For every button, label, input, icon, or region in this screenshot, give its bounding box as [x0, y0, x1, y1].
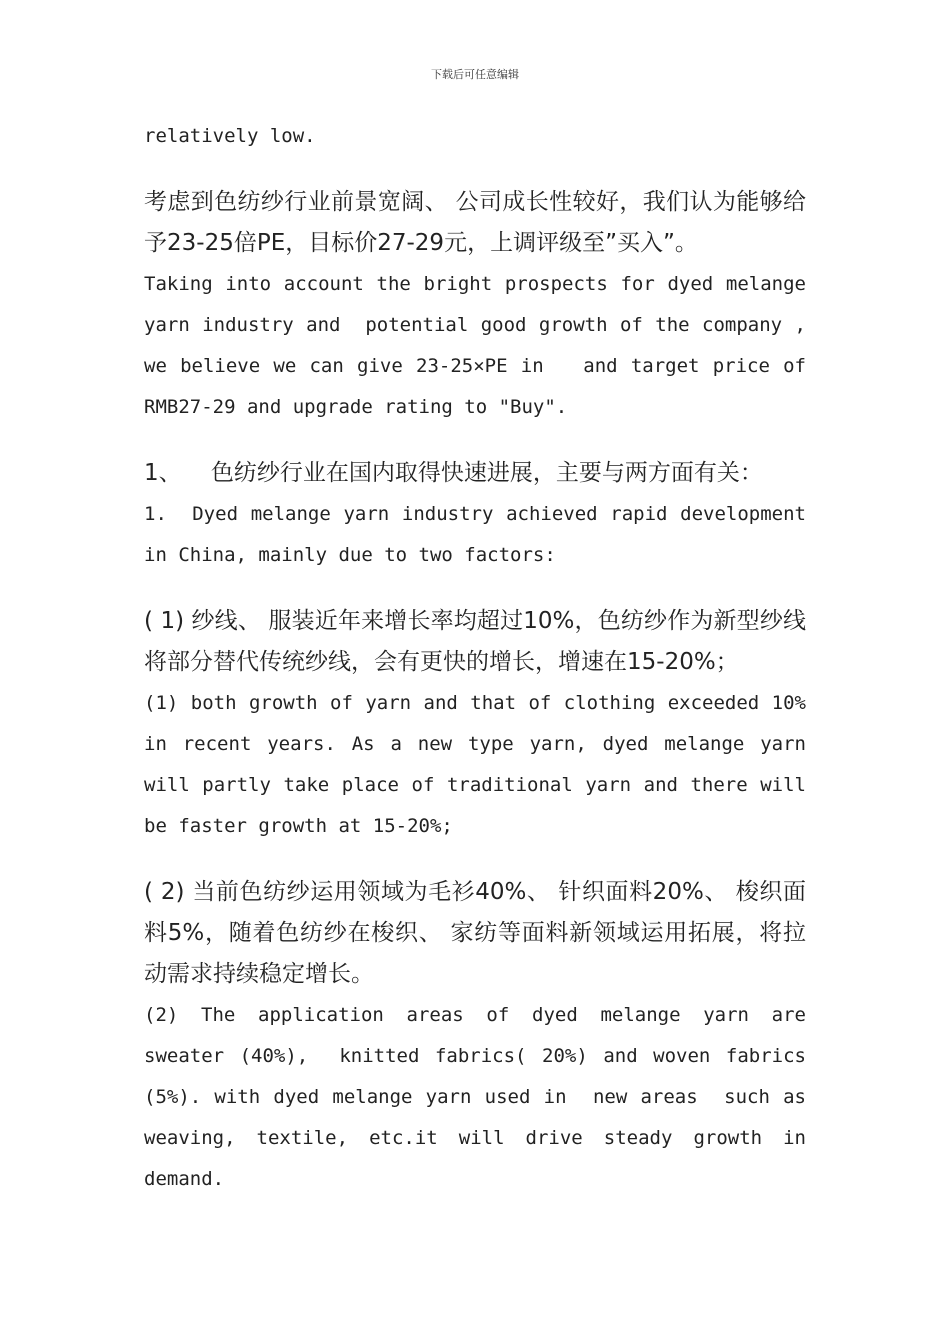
point-1-en: (1) both growth of yarn and that of clothing exceeded 10% in recent years. As a new type yarn, dyed melange yarn will partly take place of traditional yarn and there will be faster growth at 15-20%;: [144, 692, 818, 837]
paragraph-gap: [144, 576, 806, 601]
point-1-zh: ( 1) 纱线、 服装近年来增长率均超过10%，色纺纱作为新型纱线将部分替代传统纱线，会有更快的增长，增速在15-20%；: [144, 608, 806, 675]
section-heading-zh: 1、 色纺纱行业在国内取得快速进展，主要与两方面有关：: [144, 460, 763, 486]
page-header: 下载后可任意编辑: [431, 68, 519, 81]
paragraph-gap: [144, 847, 806, 872]
paragraph-valuation-zh: 考虑到色纺纱行业前景宽阔、 公司成长性较好，我们认为能够给予23-25倍PE，目标价27-29元，上调评级至”买入”。: [144, 189, 806, 256]
point-2-en: (2) The application areas of dyed melange yarn are sweater (40%), knitted fabrics( 20%) and woven fabrics (5%). with dyed melange yarn used in new areas such as weaving, textile, etc.it will drive steady growth in demand.: [144, 1004, 818, 1190]
point-2-zh: ( 2) 当前色纺纱运用领域为毛衫40%、 针织面料20%、 梭织面料5%，随着色纺纱在梭织、 家纺等面料新领域运用拓展，将拉动需求持续稳定增长。: [144, 879, 806, 987]
paragraph-gap: [144, 157, 806, 182]
section-heading-en: 1. Dyed melange yarn industry achieved rapid development in China, mainly due to two factors:: [144, 503, 818, 566]
paragraph-gap: [144, 428, 806, 453]
paragraph-continuation: relatively low.: [144, 125, 316, 147]
paragraph-valuation-en: Taking into account the bright prospects for dyed melange yarn industry and potential good growth of the company , we believe we can give 23-25×PE in and target price of RMB27-29 and upgrade rating to "Buy".: [144, 273, 818, 418]
document-body: [144, 116, 818, 1200]
